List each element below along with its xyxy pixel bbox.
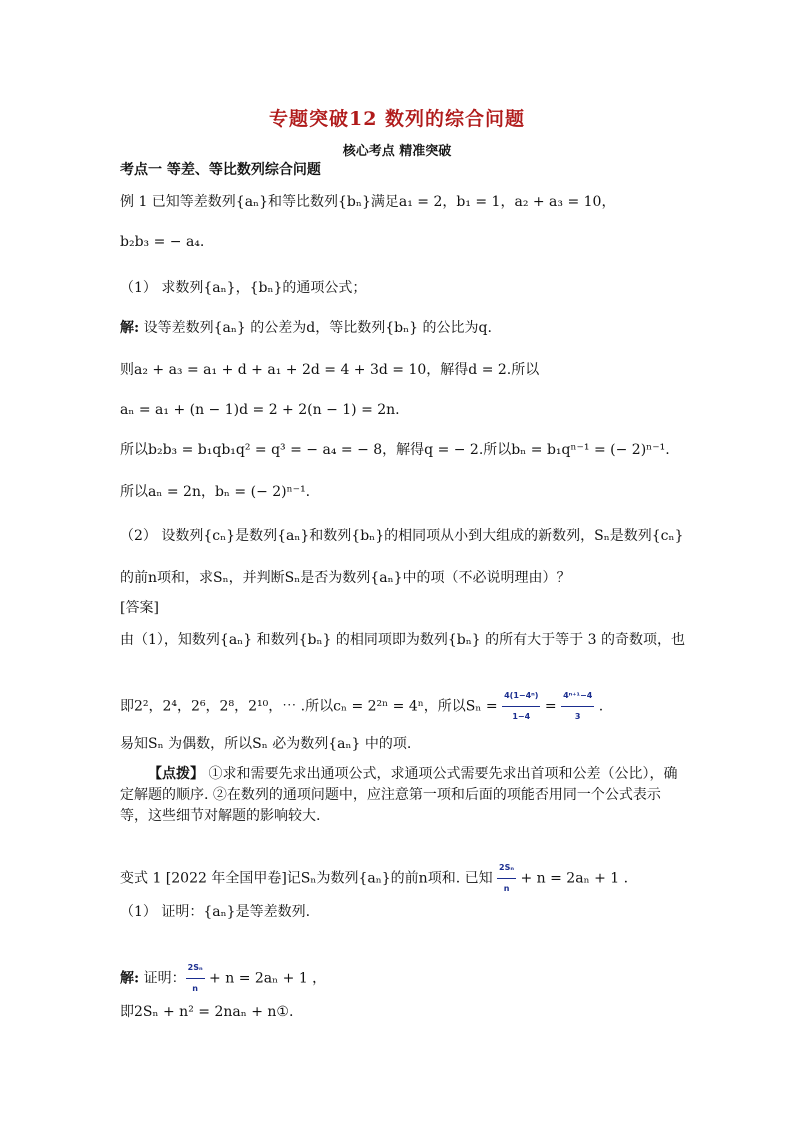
sum-fraction-1-numerator: 4(1−4ⁿ)	[502, 686, 540, 707]
page-title: 专题突破12 数列的综合问题	[268, 108, 526, 130]
answer-line2-end: .	[594, 698, 604, 715]
sum-fraction-2-denominator: 3	[574, 712, 581, 721]
page-subtitle: 核心考点 精准突破	[342, 144, 452, 159]
variant1-solution-line1	[120, 958, 680, 999]
variant1-solution-prefix: 证明：	[139, 970, 186, 987]
example1-question2-line1: （2） 设数列{cₙ}是数列{aₙ}和数列{bₙ}的相同项从小到大组成的新数列，Sₙ是数列{cₙ}	[120, 528, 684, 544]
variant1-statement-text: 变式 1 [2022 年全国甲卷]记Sₙ为数列{aₙ}的前n项和. 已知	[120, 870, 498, 887]
example1-solution-line3: aₙ = a₁ + (n − 1)d = 2 + 2(n − 1) = 2n.	[120, 402, 400, 418]
variant1-fraction-denominator: n	[503, 884, 510, 893]
sum-fraction-2	[561, 686, 594, 727]
variant1-question1: （1） 证明：{aₙ}是等差数列.	[120, 904, 311, 920]
sum-fraction-2-numerator: 4ⁿ⁺¹−4	[561, 686, 594, 707]
sum-fraction-1-denominator: 1−4	[512, 712, 531, 721]
variant1-solution-fraction	[186, 958, 205, 999]
equals-sign: =	[540, 698, 562, 715]
variant1-solution-suffix: + n = 2aₙ + 1 ，	[204, 970, 327, 987]
variant1-solution-label: 解:	[120, 970, 140, 987]
example1-question1: （1） 求数列{aₙ}，{bₙ}的通项公式；	[120, 280, 367, 296]
answer-line3: 易知Sₙ 为偶数，所以Sₙ 必为数列{aₙ} 中的项.	[120, 736, 412, 752]
example1-question2-line2: 的前n项和，求Sₙ，并判断Sₙ是否为数列{aₙ}中的项（不必说明理由）？	[120, 570, 571, 586]
example1-solution-line5: 所以aₙ = 2n，bₙ = (− 2)ⁿ⁻¹.	[120, 484, 311, 500]
variant1-solution-fraction-numerator: 2Sₙ	[186, 958, 205, 979]
answer-line2	[120, 686, 680, 727]
variant1-fraction-numerator: 2Sₙ	[497, 858, 516, 879]
example1-solution-line1	[120, 318, 680, 338]
answer-line1: 由（1），知数列{aₙ} 和数列{bₙ} 的相同项即为数列{bₙ} 的所有大于等于 3 的奇数项，也	[120, 632, 685, 648]
variant1-solution-fraction-denominator: n	[192, 984, 198, 993]
solution-text: 设等差数列{aₙ} 的公差为d，等比数列{bₙ} 的公比为q.	[139, 320, 492, 336]
variant1-statement	[120, 858, 680, 899]
tip-paragraph	[120, 764, 680, 827]
tip-text: ①求和需要先求出通项公式，求通项公式需要先求出首项和公差（公比），确定解题的顺序. ②在数列的通项问题中，应注意第一项和后面的项能否用同一个公式表示等，这些细节对解题的影响较大.	[120, 766, 678, 824]
tip-label: 【点拨】	[148, 766, 204, 782]
example1-statement-line1: 例 1 已知等差数列{aₙ}和等比数列{bₙ}满足a₁ = 2，b₁ = 1，a₂ + a₃ = 10，	[120, 194, 616, 210]
section-heading: 考点一 等差、等比数列综合问题	[120, 162, 321, 178]
variant1-solution-line2: 即2Sₙ + n² = 2naₙ + n①.	[120, 1004, 294, 1020]
answer-label: [答案]	[120, 600, 159, 616]
sum-fraction-1	[502, 686, 540, 727]
example1-solution-line2: 则a₂ + a₃ = a₁ + d + a₁ + 2d = 4 + 3d = 10，解得d = 2.所以	[120, 362, 540, 378]
example1-solution-line4: 所以b₂b₃ = b₁qb₁q² = q³ = − a₄ = − 8，解得q = − 2.所以bₙ = b₁qⁿ⁻¹ = (− 2)ⁿ⁻¹.	[120, 442, 670, 458]
answer-line2-text: 即2²，2⁴，2⁶，2⁸，2¹⁰，⋯ .所以cₙ = 2²ⁿ = 4ⁿ，所以Sₙ =	[120, 698, 503, 715]
example1-statement-line2: b₂b₃ = − a₄.	[120, 234, 205, 250]
solution-label: 解:	[120, 320, 140, 336]
variant1-fraction	[497, 858, 516, 899]
variant1-statement-suffix: + n = 2aₙ + 1 .	[516, 870, 629, 887]
